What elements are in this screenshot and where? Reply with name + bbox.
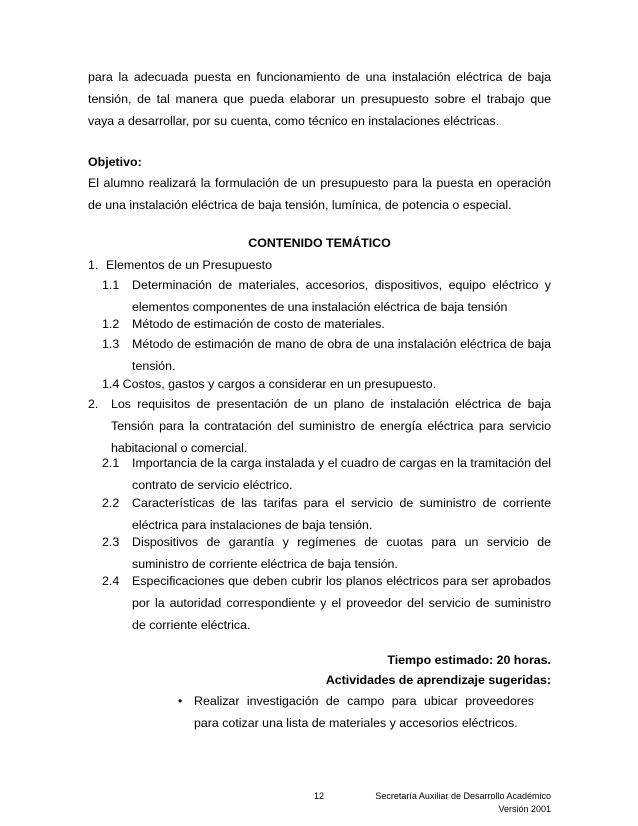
tiempo-estimado: Tiempo estimado: 20 horas. bbox=[387, 653, 551, 667]
item-text: Método de estimación de mano de obra de una instalación eléctrica de baja tensión. bbox=[132, 337, 551, 373]
objetivo-text: El alumno realizará la formulación de un presupuesto para la puesta en operación de una instalación eléctrica de baja tensión, lumínica, de potencia o especial. bbox=[88, 176, 551, 212]
list-item bbox=[88, 452, 551, 496]
list-item bbox=[88, 531, 551, 575]
list-item bbox=[88, 333, 551, 377]
item-number: 1.1 bbox=[102, 278, 120, 292]
item-text: Especificaciones que deben cubrir los planos eléctricos para ser aprobados por la autoridad correspondiente y el proveedor del servicio de suministro de corriente eléctrica. bbox=[132, 574, 551, 632]
list-item bbox=[88, 274, 551, 318]
item-number: 1.3 bbox=[102, 337, 120, 351]
page-number: 12 bbox=[314, 791, 325, 801]
contenido-heading: CONTENIDO TEMÁTICO bbox=[248, 236, 391, 250]
objetivo-heading: Objetivo: bbox=[88, 155, 142, 169]
item-text: Determinación de materiales, accesorios, dispositivos, equipo eléctrico y elementos componentes de una instalación eléctrica de baja tensión bbox=[132, 278, 551, 314]
item-number: 2.1 bbox=[102, 456, 120, 470]
item-text: Características de las tarifas para el servicio de suministro de corriente eléctrica para instalaciones de baja tensión. bbox=[132, 496, 551, 532]
item-text: Dispositivos de garantía y regímenes de cuotas para un servicio de suministro de corriente eléctrica de baja tensión. bbox=[132, 535, 551, 571]
item-number: 2.3 bbox=[102, 535, 120, 549]
intro-paragraph: para la adecuada puesta en funcionamiento de una instalación eléctrica de baja tensión, de tal manera que pueda elaborar un presupuesto sobre el trabajo que vaya a desarrollar, por su cuenta, como técnico en instalaciones eléctricas. bbox=[88, 70, 551, 128]
item-text: 1.4 Costos, gastos y cargos a considerar en un presupuesto. bbox=[102, 377, 437, 391]
footer-org: Secretaría Auxiliar de Desarrollo Académico bbox=[375, 791, 551, 801]
footer-version: Versión 2001 bbox=[498, 804, 551, 814]
actividades-heading: Actividades de aprendizaje sugeridas: bbox=[325, 673, 551, 687]
item-number: 1. bbox=[88, 258, 99, 272]
list-item bbox=[178, 690, 551, 734]
item-text: Elementos de un Presupuesto bbox=[106, 258, 273, 272]
item-text: Los requisitos de presentación de un plano de instalación eléctrica de baja Tensión para la contratación del suministro de energía eléctrica para servicio habitacional o comercial. bbox=[111, 397, 551, 455]
item-number: 2.4 bbox=[102, 574, 120, 588]
list-item bbox=[88, 492, 551, 536]
item-text: Método de estimación de costo de materiales. bbox=[132, 317, 385, 331]
list-item bbox=[88, 570, 551, 636]
item-number: 2.2 bbox=[102, 496, 120, 510]
item-number: 2. bbox=[88, 397, 99, 411]
item-number: 1.2 bbox=[102, 317, 120, 331]
bullet-icon: • bbox=[178, 694, 183, 708]
list-item bbox=[88, 393, 551, 459]
bullet-text: Realizar investigación de campo para ubicar proveedores para cotizar una lista de materiales y accesorios eléctricos. bbox=[194, 694, 534, 730]
item-text: Importancia de la carga instalada y el cuadro de cargas en la tramitación del contrato de servicio eléctrico. bbox=[132, 456, 551, 492]
